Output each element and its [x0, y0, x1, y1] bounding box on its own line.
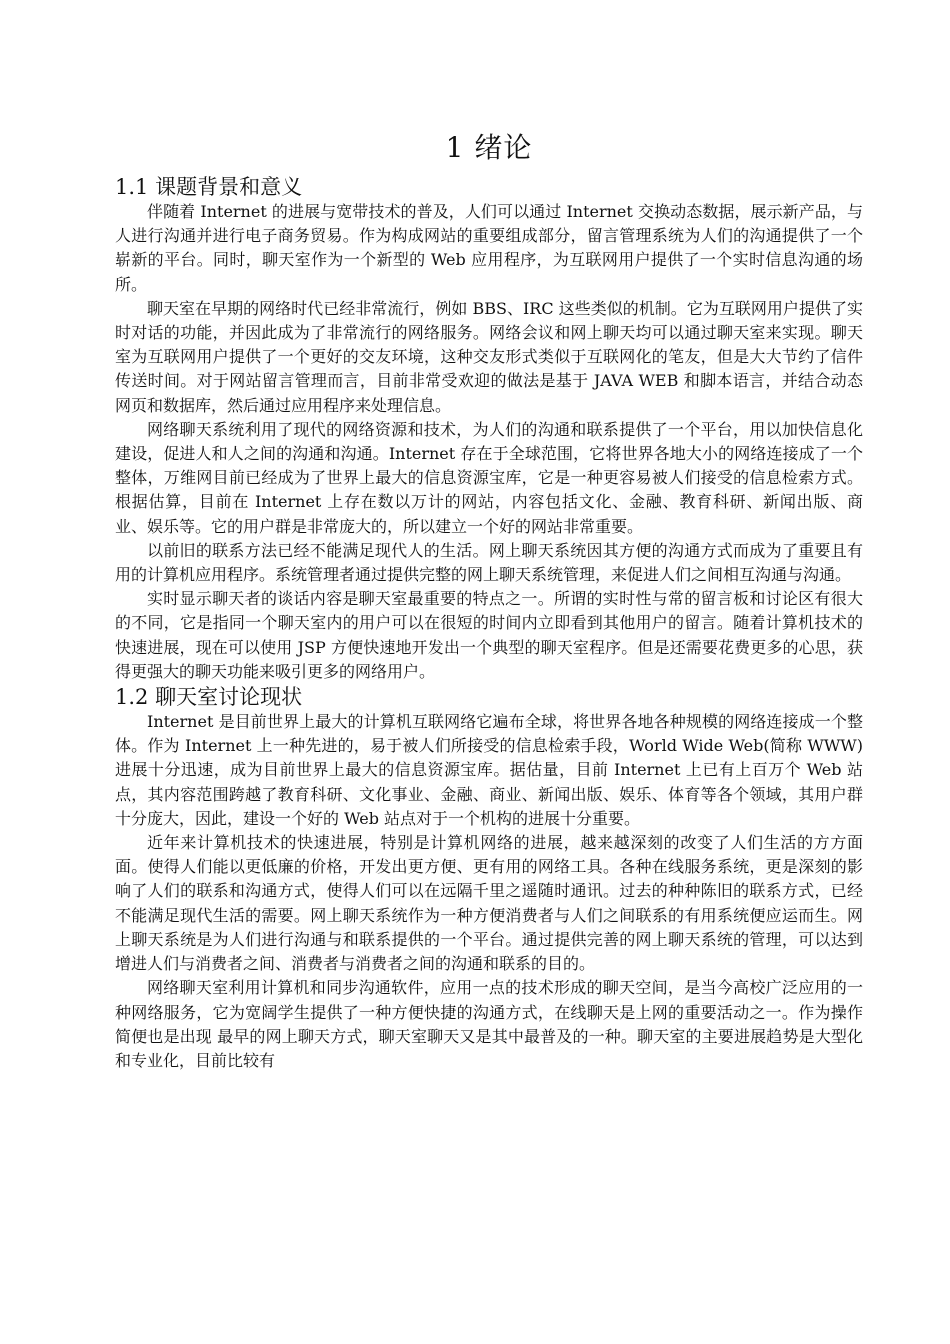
- paragraph: 伴随着 Internet 的进展与宽带技术的普及，人们可以通过 Internet 交换动态数据，展示新产品，与人进行沟通并进行电子商务贸易。作为构成网站的重要组成部分，留言管理系统为人们的沟通提供了一个崭新的平台。同时，聊天室作为一个新型的 Web 应用程序，为互联网用户提供了一个实时信息沟通的场所。: [115, 202, 863, 294]
- paragraph: 聊天室在早期的网络时代已经非常流行，例如 BBS、IRC 这些类似的机制。它为互联网用户提供了实时对话的功能，并因此成为了非常流行的网络服务。网络会议和网上聊天均可以通过聊天室来实现。聊天室为互联网用户提供了一个更好的交友环境，这种交友形式类似于互联网化的笔友，但是大大节约了信件传送时间。对于网站留言管理而言，目前非常受欢迎的做法是基于 JAVA WEB 和脚本语言，并结合动态网页和数据库，然后通过应用程序来处理信息。: [115, 298, 863, 415]
- paragraph: Internet 是目前世界上最大的计算机互联网络它遍布全球，将世界各地各种规模的网络连接成一个整体。作为 Internet 上一种先进的，易于被人们所接受的信息检索手段，World Wide Web(简称 WWW)进展十分迅速，成为目前世界上最大的信息资源宝库。据估量，目前 Internet 上已有上百万个 Web 站点，其内容范围跨越了教育科研、文化事业、金融、商业、新闻出版、娱乐、体育等各个领域，其用户群十分庞大，因此，建设一个好的 Web 站点对于一个机构的进展十分重要。: [115, 712, 863, 828]
- chapter-title: 1 绪论: [445, 131, 533, 164]
- paragraph: 网络聊天系统利用了现代的网络资源和技术，为人们的沟通和联系提供了一个平台，用以加快信息化建设，促进人和人之间的沟通和沟通。Internet 存在于全球范围，它将世界各地大小的网络连接成了一个整体，万维网目前已经成为了世界上最大的信息资源宝库，它是一种更容易被人们接受的信息检索方式。根据估算，目前在 Internet 上存在数以万计的网站，内容包括文化、金融、教育科研、新闻出版、商业、娱乐等。它的用户群是非常庞大的，所以建立一个好的网站非常重要。: [115, 419, 863, 536]
- page-content: [115, 128, 863, 1073]
- section-title-1-2: 1.2 聊天室讨论现状: [115, 685, 303, 710]
- paragraph: 近年来计算机技术的快速进展，特别是计算机网络的进展，越来越深刻的改变了人们生活的方方面面。使得人们能以更低廉的价格，开发出更方便、更有用的网络工具。各种在线服务系统，更是深刻的影响了人们的联系和沟通方式，使得人们可以在远隔千里之遥随时通讯。过去的种种陈旧的联系方式，已经不能满足现代生活的需要。网上聊天系统作为一种方便消费者与人们之间联系的有用系统便应运而生。网上聊天系统是为人们进行沟通与和联系提供的一个平台。通过提供完善的网上聊天系统的管理，可以达到增进人们与消费者之间、消费者与消费者之间的沟通和联系的目的。: [115, 833, 863, 974]
- section-title-1-1: 1.1 课题背景和意义: [115, 175, 303, 199]
- paragraph: 以前旧的联系方法已经不能满足现代人的生活。网上聊天系统因其方便的沟通方式而成为了重要且有用的计算机应用程序。系统管理者通过提供完整的网上聊天系统管理，来促进人们之间相互沟通与沟通。: [115, 540, 863, 585]
- paragraph: 实时显示聊天者的谈话内容是聊天室最重要的特点之一。所谓的实时性与常的留言板和讨论区有很大的不同，它是指同一个聊天室内的用户可以在很短的时间内立即看到其他用户的留言。随着计算机技术的快速进展，现在可以使用 JSP 方便快速地开发出一个典型的聊天室程序。但是还需要花费更多的心思，获得更强大的聊天功能来吸引更多的网络用户。: [115, 589, 863, 681]
- paragraph: 网络聊天室利用计算机和同步沟通软件，应用一点的技术形成的聊天空间，是当今高校广泛应用的一种网络服务，它为宽阔学生提供了一种方便快捷的沟通方式，在线聊天是上网的重要活动之一。作为操作简便也是出现 最早的网上聊天方式，聊天室聊天又是其中最普及的一种。聊天室的主要进展趋势是大型化和专业化，目前比较有: [115, 978, 863, 1070]
